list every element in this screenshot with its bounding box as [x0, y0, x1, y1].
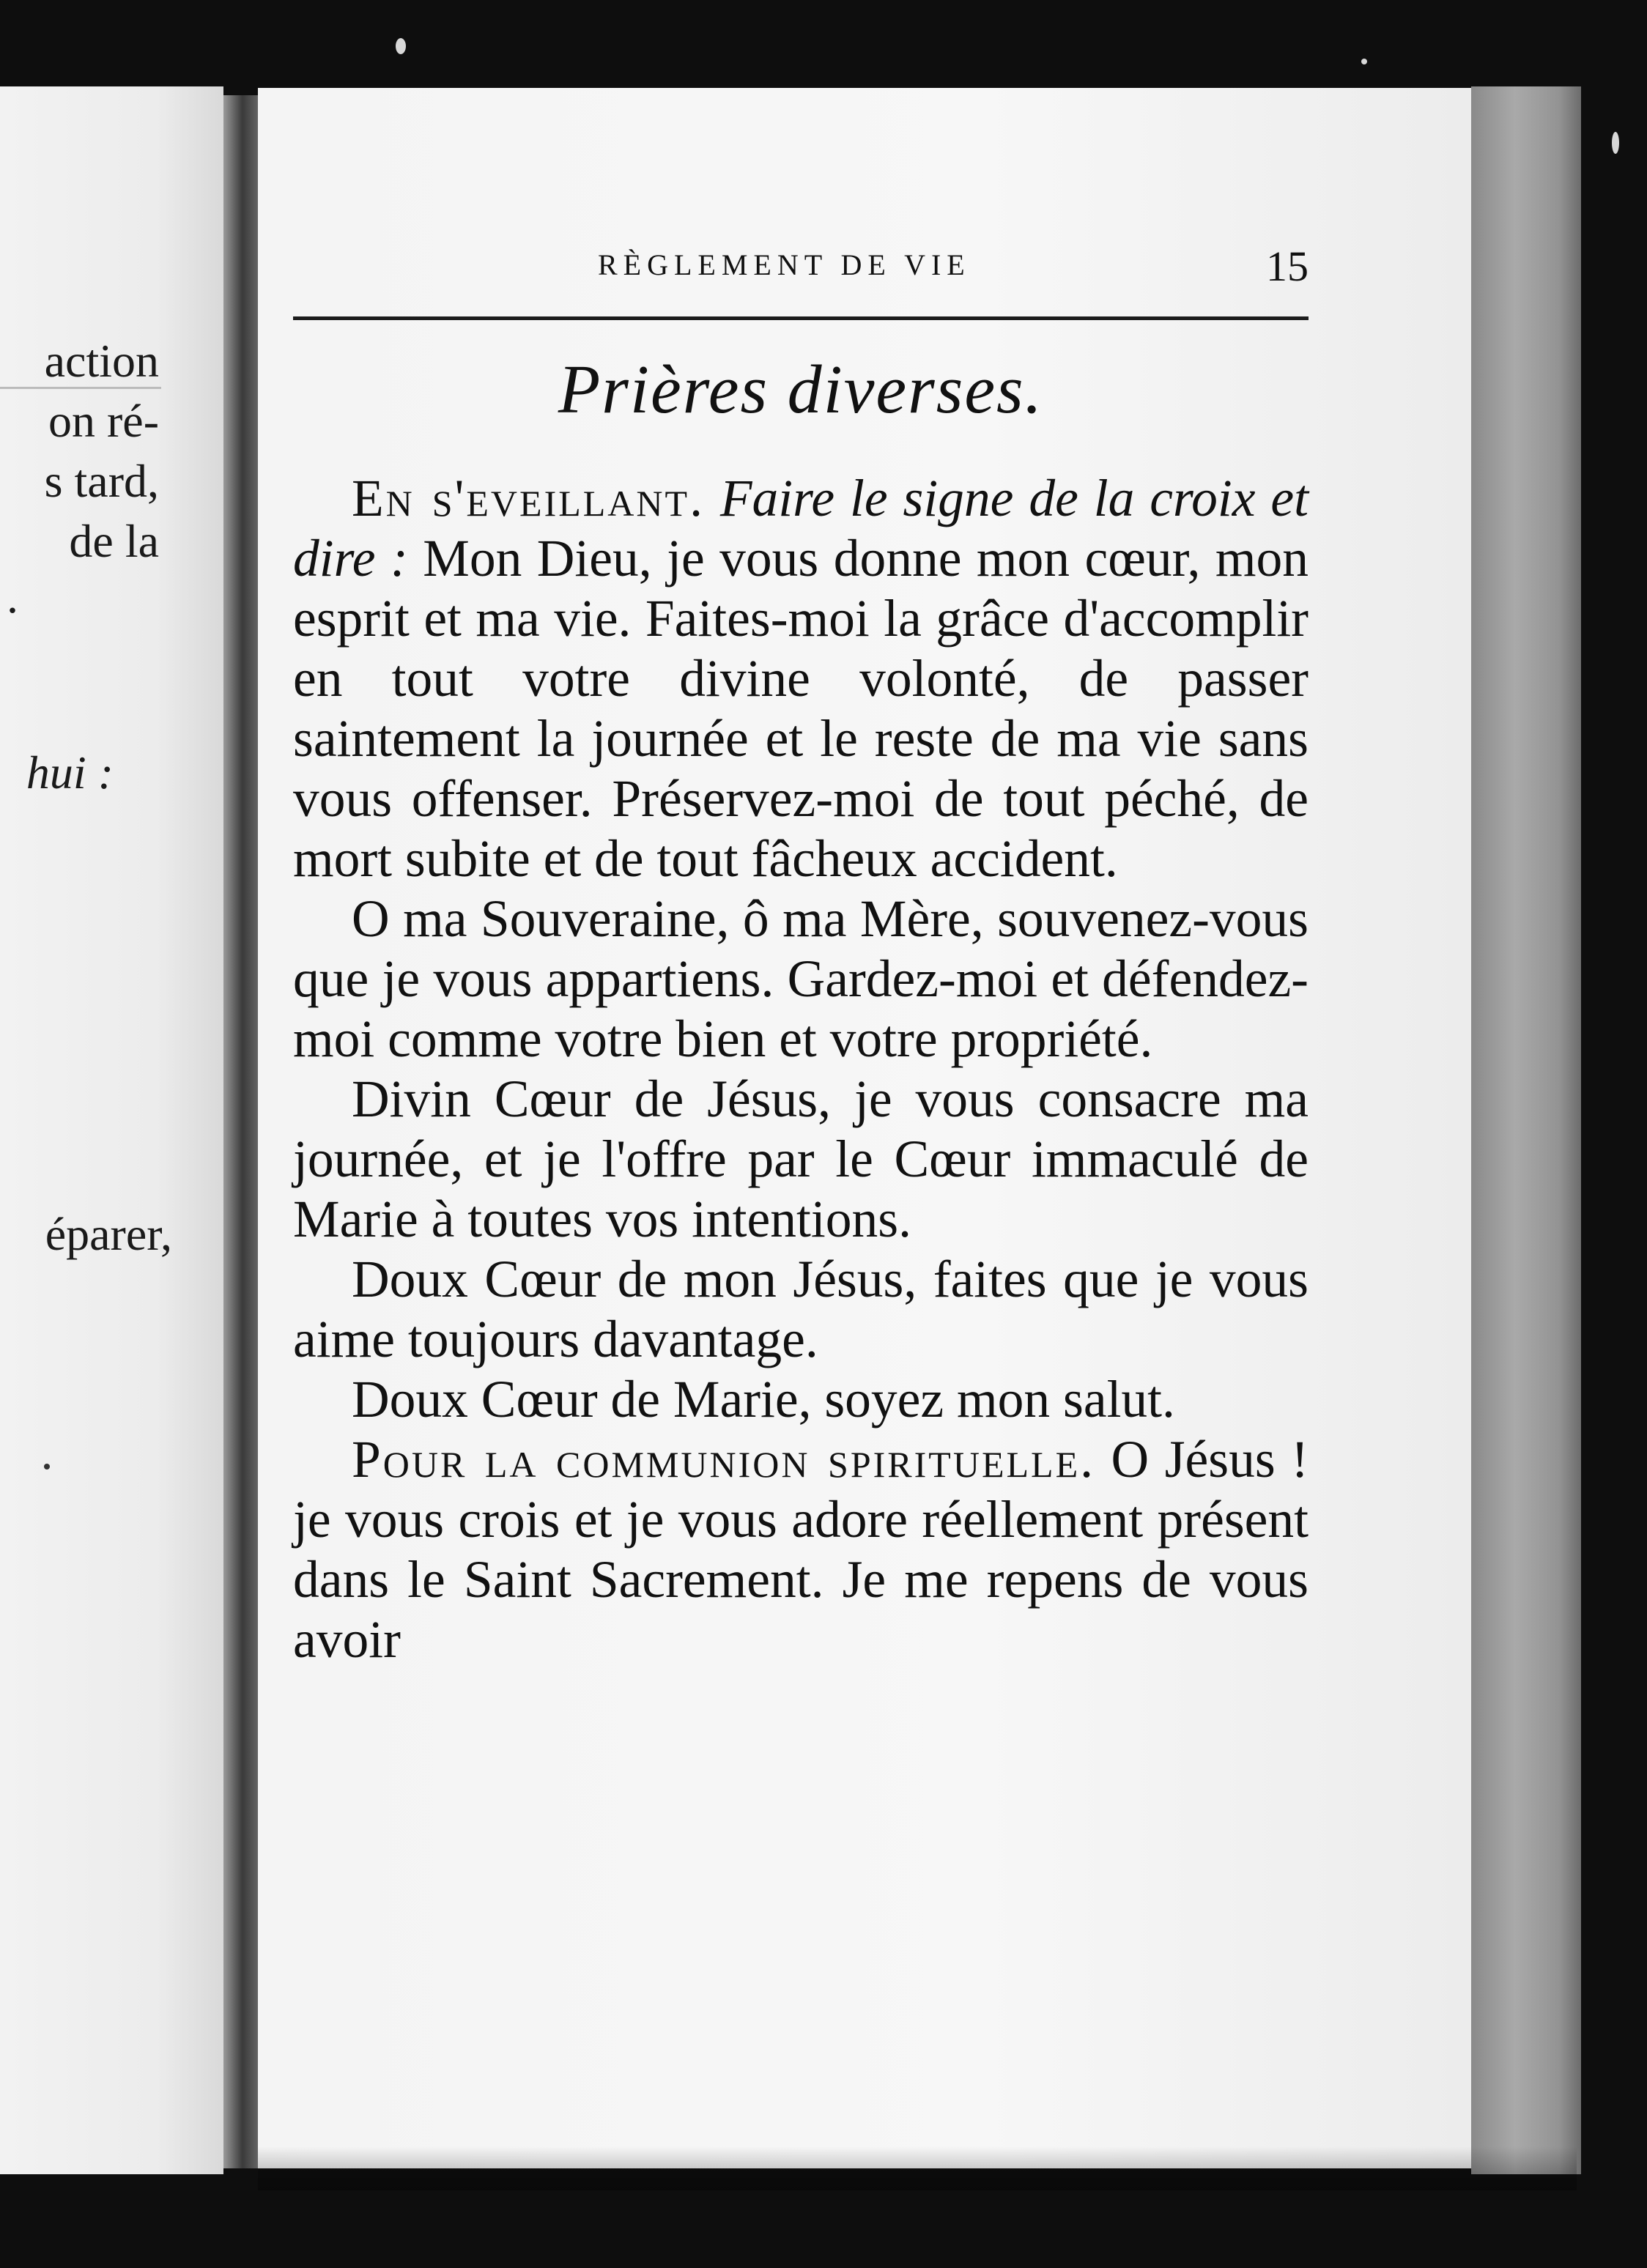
running-header	[551, 242, 1313, 299]
header-rule	[293, 316, 1309, 320]
left-page-line: hui :	[26, 746, 114, 798]
paragraph: O ma Souveraine, ô ma Mère, souvenez-vous que je vous appartiens. Gardez-moi et défendez-moi comme votre bien et votre propriété.	[293, 890, 1309, 1068]
paragraph: Doux Cœur de mon Jésus, faites que je vous aime toujours davantage.	[293, 1250, 1309, 1368]
page-bottom-shadow	[258, 2146, 1577, 2190]
paragraph: Doux Cœur de Marie, soyez mon salut.	[352, 1371, 1175, 1428]
paragraph-lead: En s'eveillant.	[352, 470, 705, 527]
page-edges	[1471, 86, 1581, 2174]
book-gutter	[223, 95, 262, 2168]
left-page-line: action	[44, 335, 159, 387]
left-facing-page	[0, 86, 223, 2174]
section-title: Prières diverses.	[558, 352, 1044, 428]
body-text	[293, 469, 1309, 1670]
film-speck	[1612, 132, 1619, 154]
paragraph-lead: Pour la communion spirituelle.	[352, 1431, 1095, 1489]
film-speck	[396, 38, 406, 54]
rubric: Faire le signe de la croix et dire :	[293, 470, 1309, 588]
paragraph: Divin Cœur de Jésus, je vous consacre ma journée, et je l'offre par le Cœur immaculé de Marie à toutes vos intentions.	[293, 1070, 1309, 1248]
left-page-line: éparer,	[45, 1208, 172, 1260]
paragraph-text: Mon Dieu, je vous donne mon cœur, mon esprit et ma vie. Faites-moi la grâce d'accomplir en tout votre divine volonté, de passer saintement la journée et le reste de ma vie sans vous offenser. Préservez-moi de tout péché, de mort subite et de tout fâcheux accident.	[293, 530, 1309, 888]
left-page-line: .	[7, 571, 18, 623]
running-title: RÈGLEMENT DE VIE	[598, 248, 971, 281]
left-page-line: s tard,	[44, 455, 159, 507]
left-page-line: de la	[69, 515, 159, 567]
page-number: 15	[1266, 242, 1309, 290]
left-page-line: on ré-	[48, 395, 159, 447]
paragraph-spiritual-communion	[293, 1430, 1309, 1670]
left-page-speck	[44, 1464, 50, 1470]
film-speck	[1361, 59, 1367, 64]
paragraph-on-waking	[293, 469, 1309, 889]
paragraph-text: O Jésus ! je vous crois et je vous adore réellement présent dans le Saint Sacrement. Je me repens de vous avoir	[293, 1431, 1309, 1669]
